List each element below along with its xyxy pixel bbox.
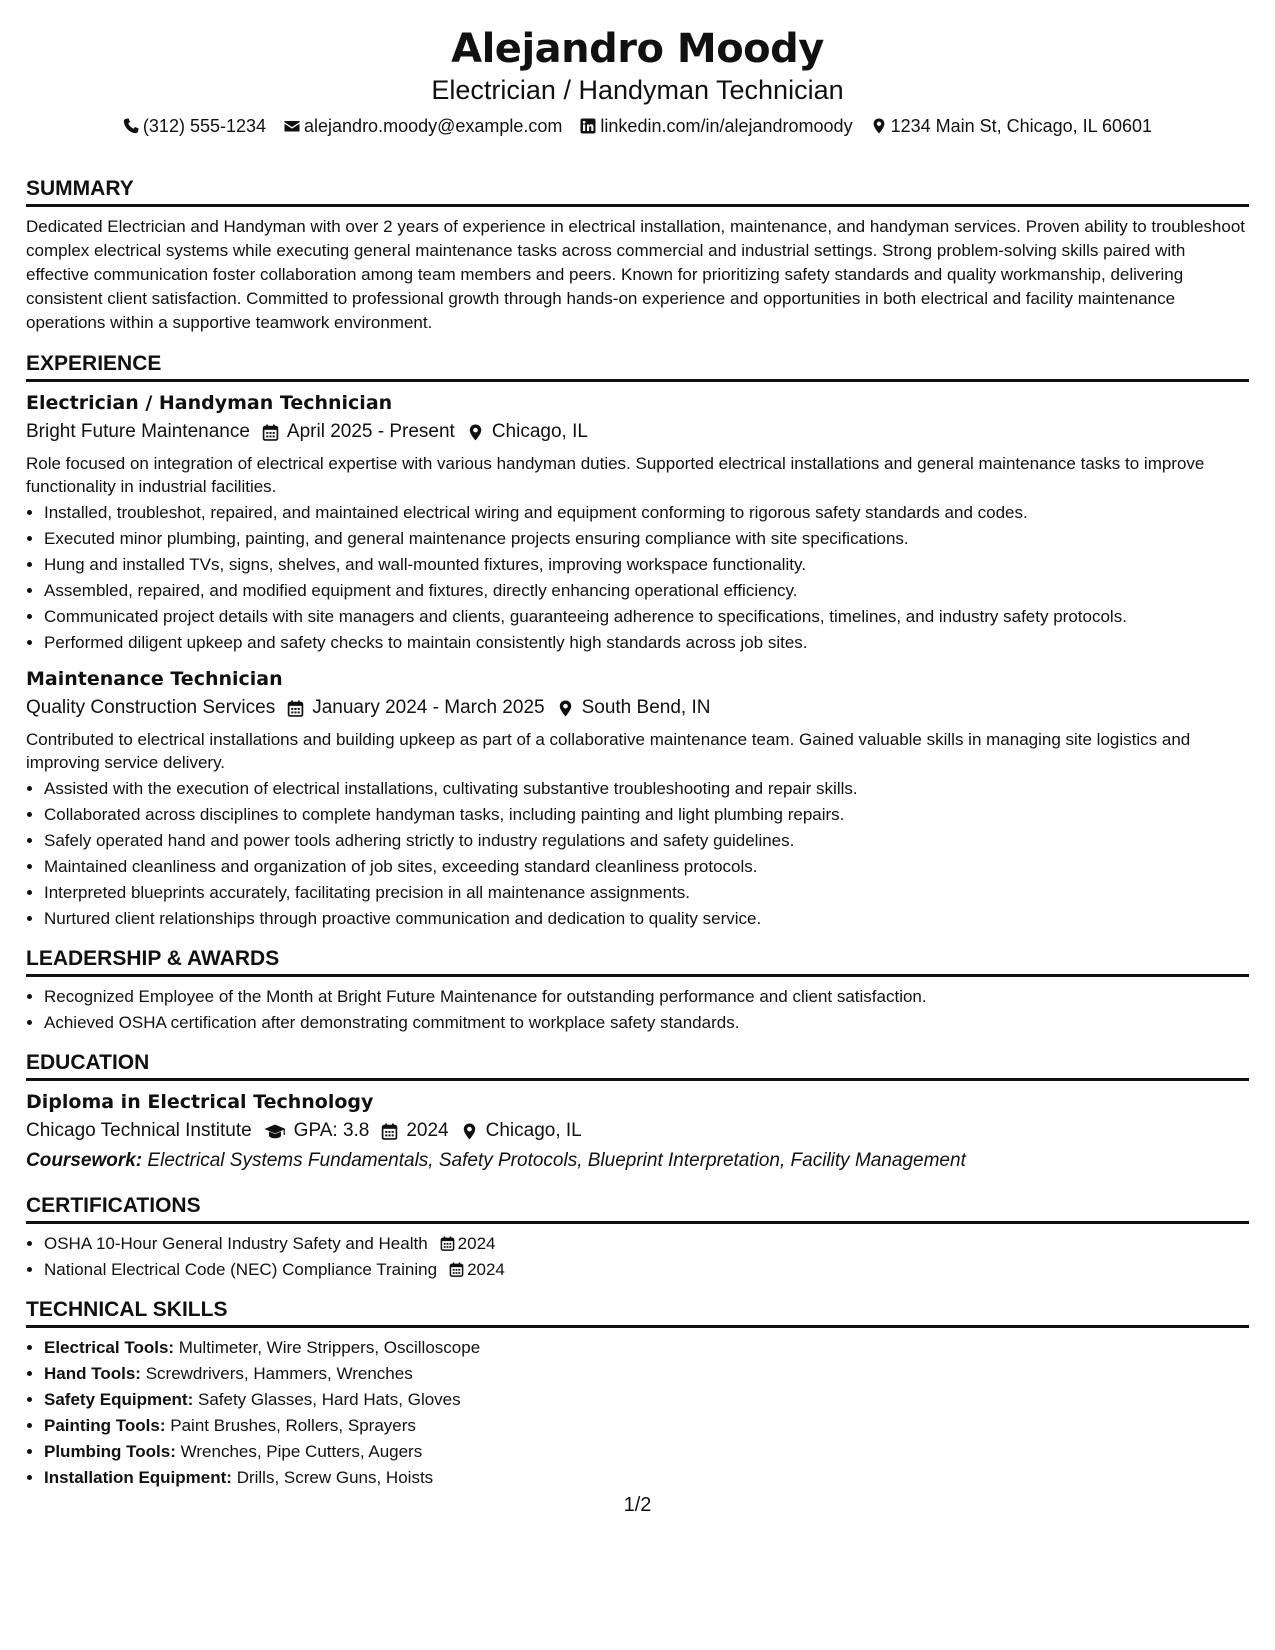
skill-label: Hand Tools:: [44, 1364, 141, 1383]
list-item: • Safely operated hand and power tools adhering strictly to industry regulations and safety guidelines.: [44, 829, 1249, 852]
cert-year: 2024: [467, 1260, 505, 1279]
list-item: [44, 1414, 1249, 1437]
calendar-icon: [381, 1123, 398, 1140]
contact-bar: [26, 114, 1249, 138]
skill-label: Safety Equipment:: [44, 1390, 194, 1409]
experience-section: [26, 351, 1249, 930]
cert-line: [44, 1258, 505, 1281]
cert-name: • National Electrical Code (NEC) Compliance Training: [44, 1260, 438, 1279]
page-number: 1/2: [623, 1494, 652, 1516]
contact-phone: [123, 114, 266, 138]
job-dates-text: January 2024 - March 2025: [312, 697, 545, 718]
job-entry: [26, 666, 1249, 930]
phone-icon: [123, 118, 139, 134]
candidate-title: Electrician / Handyman Technician: [431, 75, 844, 105]
job-location-text: Chicago, IL: [491, 421, 588, 442]
job-company: Quality Construction Services: [26, 697, 276, 718]
contact-address: [871, 114, 1153, 138]
job-description: Role focused on integration of electrical expertise with various handyman duties. Supported electrical installations and general maintenance tasks to improve functionality in industrial facilities.: [26, 454, 1205, 496]
job-location: [467, 418, 588, 446]
cert-date: [440, 1232, 496, 1255]
experience-heading: EXPERIENCE: [26, 351, 1249, 382]
list-item: • Communicated project details with site managers and clients, guaranteeing adherence to specifications, timelines, and industry safety protocols.: [44, 605, 1249, 628]
cert-date: [449, 1258, 505, 1281]
job-title: Electrician / Handyman Technician: [26, 392, 393, 414]
list-item: • Collaborated across disciplines to complete handyman tasks, including painting and light plumbing repairs.: [44, 803, 1249, 826]
list-item: [44, 1232, 1249, 1255]
list-item: [44, 1258, 1249, 1281]
list-item: • Recognized Employee of the Month at Bright Future Maintenance for outstanding performance and client satisfaction.: [44, 985, 1249, 1008]
summary-heading: SUMMARY: [26, 176, 1249, 207]
list-item: • Assembled, repaired, and modified equipment and fixtures, directly enhancing operational efficiency.: [44, 579, 1249, 602]
list-item: • Hung and installed TVs, signs, shelves, and wall-mounted fixtures, improving workspace functionality.: [44, 553, 1249, 576]
job-meta: [26, 694, 1249, 722]
summary-text: Dedicated Electrician and Handyman with over 2 years of experience in electrical installation, maintenance, and handyman services. Proven ability to troubleshoot complex electrical systems while executing general maintenance tasks across commercial and industrial settings. Strong problem-solving skills paired with effective communication foster collaboration among team members and peers. Known for prioritizing safety standards and quality workmanship, delivering consistent client satisfaction. Committed to professional growth through hands-on experience and opportunities in both electrical and facility maintenance operations within a supportive teamwork environment.: [26, 217, 1245, 332]
summary-section: [26, 176, 1249, 335]
skills-section: [26, 1297, 1249, 1489]
list-item: • Installed, troubleshot, repaired, and maintained electrical wiring and equipment conforming to rigorous safety standards and codes.: [44, 501, 1249, 524]
skill-value: Multimeter, Wire Strippers, Oscilloscope: [178, 1338, 481, 1357]
education-location-text: Chicago, IL: [485, 1120, 582, 1141]
cert-name: • OSHA 10-Hour General Industry Safety and Health: [44, 1234, 428, 1253]
address-text: 1234 Main St, Chicago, IL 60601: [890, 116, 1153, 136]
job-company: Bright Future Maintenance: [26, 421, 250, 442]
list-item: [44, 1466, 1249, 1489]
map-marker-icon: [461, 1123, 478, 1140]
degree-title: Diploma in Electrical Technology: [26, 1091, 374, 1113]
skills-list: [26, 1336, 1249, 1489]
skill-value: Drills, Screw Guns, Hoists: [236, 1468, 434, 1487]
coursework: [26, 1147, 1249, 1175]
list-item: • Maintained cleanliness and organization of job sites, exceeding standard cleanliness protocols.: [44, 855, 1249, 878]
skill-label: Installation Equipment:: [44, 1468, 232, 1487]
school-name: Chicago Technical Institute: [26, 1120, 252, 1141]
list-item: [44, 1388, 1249, 1411]
phone-text: (312) 555-1234: [142, 116, 267, 136]
job-dates: [262, 418, 455, 446]
job-dates: [287, 694, 544, 722]
gpa-text: GPA: 3.8: [293, 1120, 370, 1141]
linkedin-icon: [580, 118, 596, 134]
map-marker-icon: [557, 700, 574, 717]
job-meta: [26, 418, 1249, 446]
coursework-text: Electrical Systems Fundamentals, Safety Protocols, Blueprint Interpretation, Facility Management: [147, 1150, 966, 1171]
list-item: • Nurtured client relationships through proactive communication and dedication to quality service.: [44, 907, 1249, 930]
envelope-icon: [284, 118, 300, 134]
cert-year: 2024: [457, 1234, 496, 1253]
linkedin-text[interactable]: linkedin.com/in/alejandromoody: [600, 116, 853, 136]
skill-label: Plumbing Tools:: [44, 1442, 176, 1461]
calendar-icon: [287, 700, 304, 717]
cert-line: [44, 1232, 495, 1255]
certifications-section: [26, 1193, 1249, 1281]
job-location: [557, 694, 711, 722]
leadership-section: [26, 946, 1249, 1034]
graduation-cap-icon: [264, 1123, 286, 1140]
list-item: • Performed diligent upkeep and safety checks to maintain consistently high standards across job sites.: [44, 631, 1249, 654]
calendar-icon: [262, 424, 279, 441]
education-year: [381, 1117, 448, 1145]
list-item: • Executed minor plumbing, painting, and general maintenance projects ensuring compliance with site specifications.: [44, 527, 1249, 550]
skill-value: Paint Brushes, Rollers, Sprayers: [170, 1416, 416, 1435]
skill-value: Wrenches, Pipe Cutters, Augers: [180, 1442, 423, 1461]
list-item: [44, 1336, 1249, 1359]
skill-value: Safety Glasses, Hard Hats, Gloves: [197, 1390, 461, 1409]
coursework-label: Coursework:: [26, 1150, 143, 1171]
certifications-heading: CERTIFICATIONS: [26, 1193, 1249, 1224]
calendar-icon: [440, 1236, 455, 1251]
list-item: [44, 1362, 1249, 1385]
certifications-list: [26, 1232, 1249, 1281]
job-title: Maintenance Technician: [26, 668, 283, 690]
job-entry: [26, 390, 1249, 654]
contact-email[interactable]: [284, 114, 562, 138]
skill-label: Electrical Tools:: [44, 1338, 175, 1357]
job-bullets: [26, 777, 1249, 930]
year-text: 2024: [406, 1120, 449, 1141]
map-marker-icon: [467, 424, 484, 441]
candidate-name: Alejandro Moody: [451, 26, 824, 72]
leadership-list: [26, 985, 1249, 1034]
map-marker-icon: [871, 118, 887, 134]
leadership-heading: LEADERSHIP & AWARDS: [26, 946, 1249, 977]
contact-linkedin[interactable]: [580, 114, 852, 138]
job-bullets: [26, 501, 1249, 654]
job-location-text: South Bend, IN: [581, 697, 711, 718]
skill-value: Screwdrivers, Hammers, Wrenches: [145, 1364, 413, 1383]
education-meta: [26, 1117, 1249, 1145]
education-heading: EDUCATION: [26, 1050, 1249, 1081]
list-item: • Interpreted blueprints accurately, facilitating precision in all maintenance assignments.: [44, 881, 1249, 904]
skill-label: Painting Tools:: [44, 1416, 166, 1435]
education-gpa: [264, 1117, 370, 1145]
education-location: [461, 1117, 582, 1145]
calendar-icon: [449, 1262, 464, 1277]
skills-heading: TECHNICAL SKILLS: [26, 1297, 1249, 1328]
list-item: • Assisted with the execution of electrical installations, cultivating substantive troubleshooting and repair skills.: [44, 777, 1249, 800]
email-text[interactable]: alejandro.moody@example.com: [304, 116, 563, 136]
education-section: [26, 1050, 1249, 1175]
list-item: [44, 1440, 1249, 1463]
job-description: Contributed to electrical installations and building upkeep as part of a collaborative maintenance team. Gained valuable skills in managing site logistics and improving service delivery.: [26, 730, 1191, 772]
job-dates-text: April 2025 - Present: [286, 421, 455, 442]
list-item: • Achieved OSHA certification after demonstrating commitment to workplace safety standards.: [44, 1011, 1249, 1034]
resume-header: [26, 26, 1249, 138]
